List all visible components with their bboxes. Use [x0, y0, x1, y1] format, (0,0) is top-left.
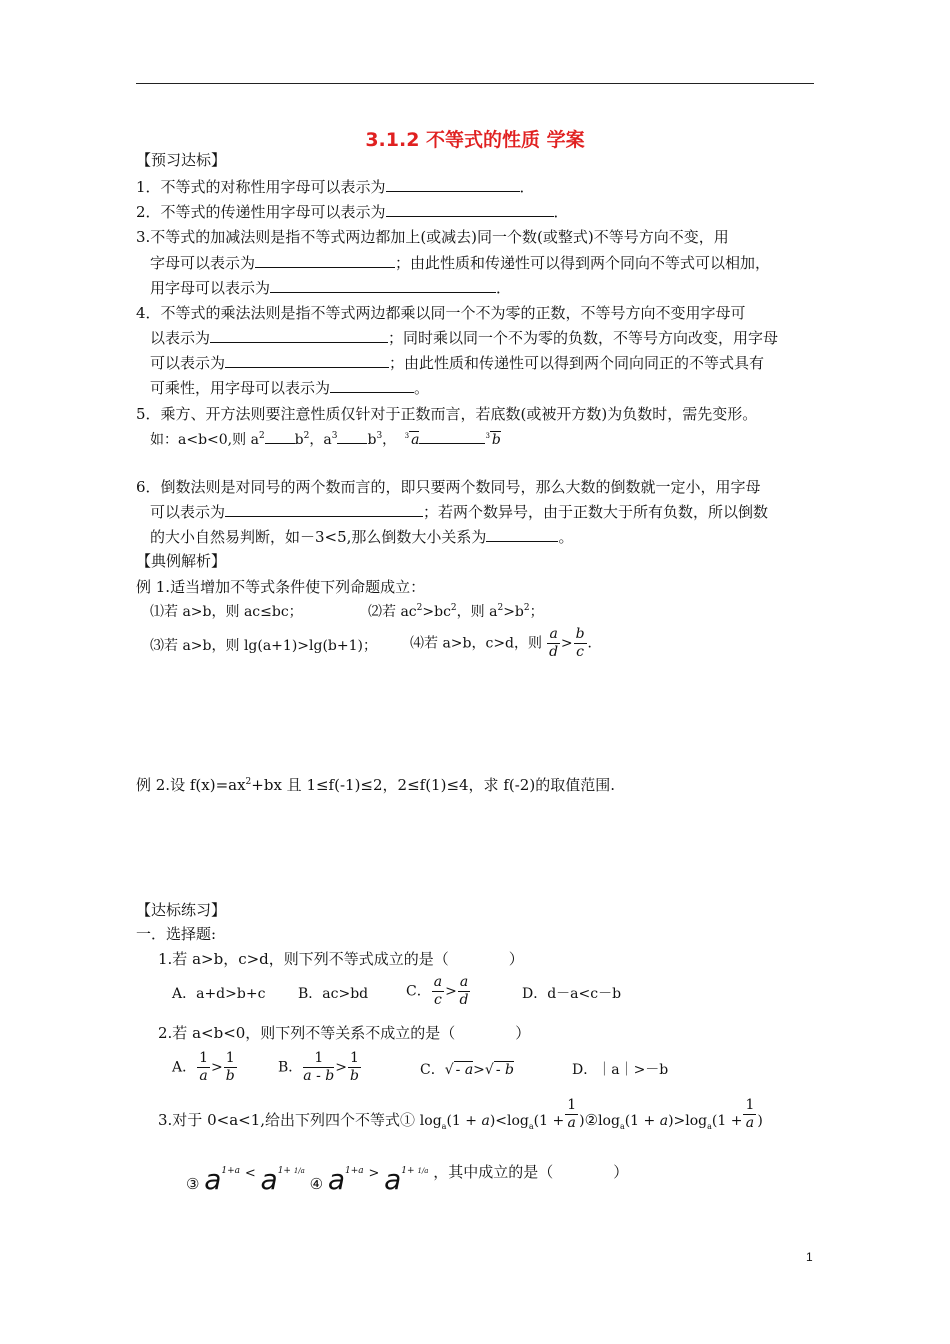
answer-blank[interactable] [270, 278, 496, 293]
answer-blank[interactable] [419, 429, 485, 444]
example-2: 例 2.设 $f(x)=ax^2+bx$ 且 1≤f(-1)≤2，2≤f(1)≤4，求 f(-2)的取值范围. [136, 776, 615, 794]
example-1-part-3: ⑶若 a>b，则 lg(a+1)>lg(b+1)； [150, 638, 377, 654]
example-1-part-1: ⑴若 a>b，则 ac≤bc； [150, 604, 303, 620]
cube-root-b: $^3$ b [485, 432, 501, 448]
answer-blank[interactable] [486, 527, 558, 542]
item-3-line-2: 字母可以表示为 ；由此性质和传递性可以得到两个同向不等式可以相加， [150, 254, 771, 272]
answer-blank[interactable] [255, 253, 395, 268]
fraction-b-over-c: $\frac{b}{c}$ [575, 626, 585, 660]
item-4-line-2: 以表示为 ；同时乘以同一个不为零的负数，不等号方向改变，用字母 [150, 329, 779, 347]
section-header-exercises: 【达标练习】 [136, 901, 227, 919]
item-3-line-3: 用字母可以表示为 ． [150, 279, 512, 297]
exercise-subtitle: 一．选择题: [136, 925, 217, 943]
question-1-option-c[interactable]: C． $\frac{a}{c}$ > $\frac{a}{d}$ [406, 974, 469, 1008]
answer-blank[interactable] [225, 353, 389, 368]
answer-blank[interactable] [225, 502, 423, 517]
answer-blank[interactable] [265, 429, 295, 444]
question-2-option-d[interactable]: D．｜a｜>－b [572, 1062, 669, 1078]
fraction-a-over-d: $\frac{a}{d}$ [549, 626, 559, 660]
item-1: 1．不等式的对称性用字母可以表示为 ． [136, 178, 535, 196]
question-3-stem: 3.对于 0<a<1,给出下列四个不等式① $\log_a(1 + a)<\log_a(1$ + $\frac{1}{a}$ )$②\log_a(1 + a)>\log_a(1$ + $\frac{1}{a}$ ) [158, 1096, 763, 1131]
answer-blank[interactable] [330, 378, 414, 393]
question-2-option-b[interactable]: B． $\frac{1}{a - b}$ > $\frac{1}{b}$ [278, 1050, 359, 1084]
page-title: 3.1.2 不等式的性质 学案 [365, 129, 585, 151]
question-3-options-line-2: ③ $a^{1+a} < a^{1+ 1/a}$ ④ $a^{1+a} > a^{1+ 1/a}$ ，其中成立的是（ ） [186, 1163, 629, 1196]
item-6-line-1: 6．倒数法则是对同号的两个数而言的，即只要两个数同号，那么大数的倒数就一定小，用字母 [136, 478, 761, 496]
header-rule [136, 83, 814, 84]
question-1-stem: 1.若 a>b，c>d，则下列不等式成立的是（ ） [158, 950, 524, 968]
item-4-line-3: 可以表示为 ；由此性质和传递性可以得到两个同向同正的不等式具有 [150, 354, 765, 372]
item-4-line-4: 可乘性，用字母可以表示为 。 [150, 379, 430, 397]
page-number: 1 [806, 1250, 813, 1264]
section-header-preview: 【预习达标】 [136, 151, 227, 169]
answer-blank[interactable] [210, 328, 388, 343]
item-2: 2．不等式的传递性用字母可以表示为 ． [136, 203, 569, 221]
cube-root-a: $^3$ a [404, 432, 420, 448]
example-1-part-4: ⑷若 a>b，c>d，则 $\frac{a}{d}$ > $\frac{b}{c}$ ． [410, 626, 602, 660]
question-2-stem: 2.若 a<b<0，则下列不等关系不成立的是（ ） [158, 1024, 531, 1042]
item-6-line-2: 可以表示为 ；若两个数异号，由于正数大于所有负数，所以倒数 [150, 503, 769, 521]
question-1-option-d[interactable]: D．d－a<c－b [522, 986, 622, 1002]
item-6-line-3: 的大小自然易判断，如－3<5,那么倒数大小关系为 。 [150, 528, 574, 546]
item-5-line-1: 5．乘方、开方法则要注意性质仅针对于正数而言，若底数(或被开方数)为负数时，需先变形。 [136, 405, 758, 423]
item-4-line-1: 4．不等式的乘法法则是指不等式两边都乘以同一个不为零的正数，不等号方向不变用字母可 [136, 304, 746, 322]
question-1-option-b[interactable]: B．ac>bd [298, 986, 369, 1002]
example-1-title: 例 1.适当增加不等式条件使下列命题成立： [136, 578, 426, 596]
question-2-option-a[interactable]: A． $\frac{1}{a}$ > $\frac{1}{b}$ [172, 1050, 235, 1084]
question-2-option-c[interactable]: C．√ - a>√ - b [420, 1062, 514, 1078]
item-3-line-1: 3.不等式的加减法则是指不等式两边都加上(或减去)同一个数(或整式)不等号方向不变，用 [136, 228, 729, 246]
answer-blank[interactable] [386, 177, 520, 192]
example-1-part-2: ⑵若 $ac^2>bc^2$，则 $a^2>b^2$； [368, 603, 544, 620]
item-5-line-2: 如：a<b<0,则 $a^2$ $b^2$，$a^3$ $b^3$， $^3$ a $^3$ b [150, 431, 501, 448]
question-1-option-a[interactable]: A．a+d>b+c [172, 986, 266, 1002]
section-header-examples: 【典例解析】 [136, 552, 227, 570]
answer-blank[interactable] [337, 429, 367, 444]
answer-blank[interactable] [386, 202, 554, 217]
